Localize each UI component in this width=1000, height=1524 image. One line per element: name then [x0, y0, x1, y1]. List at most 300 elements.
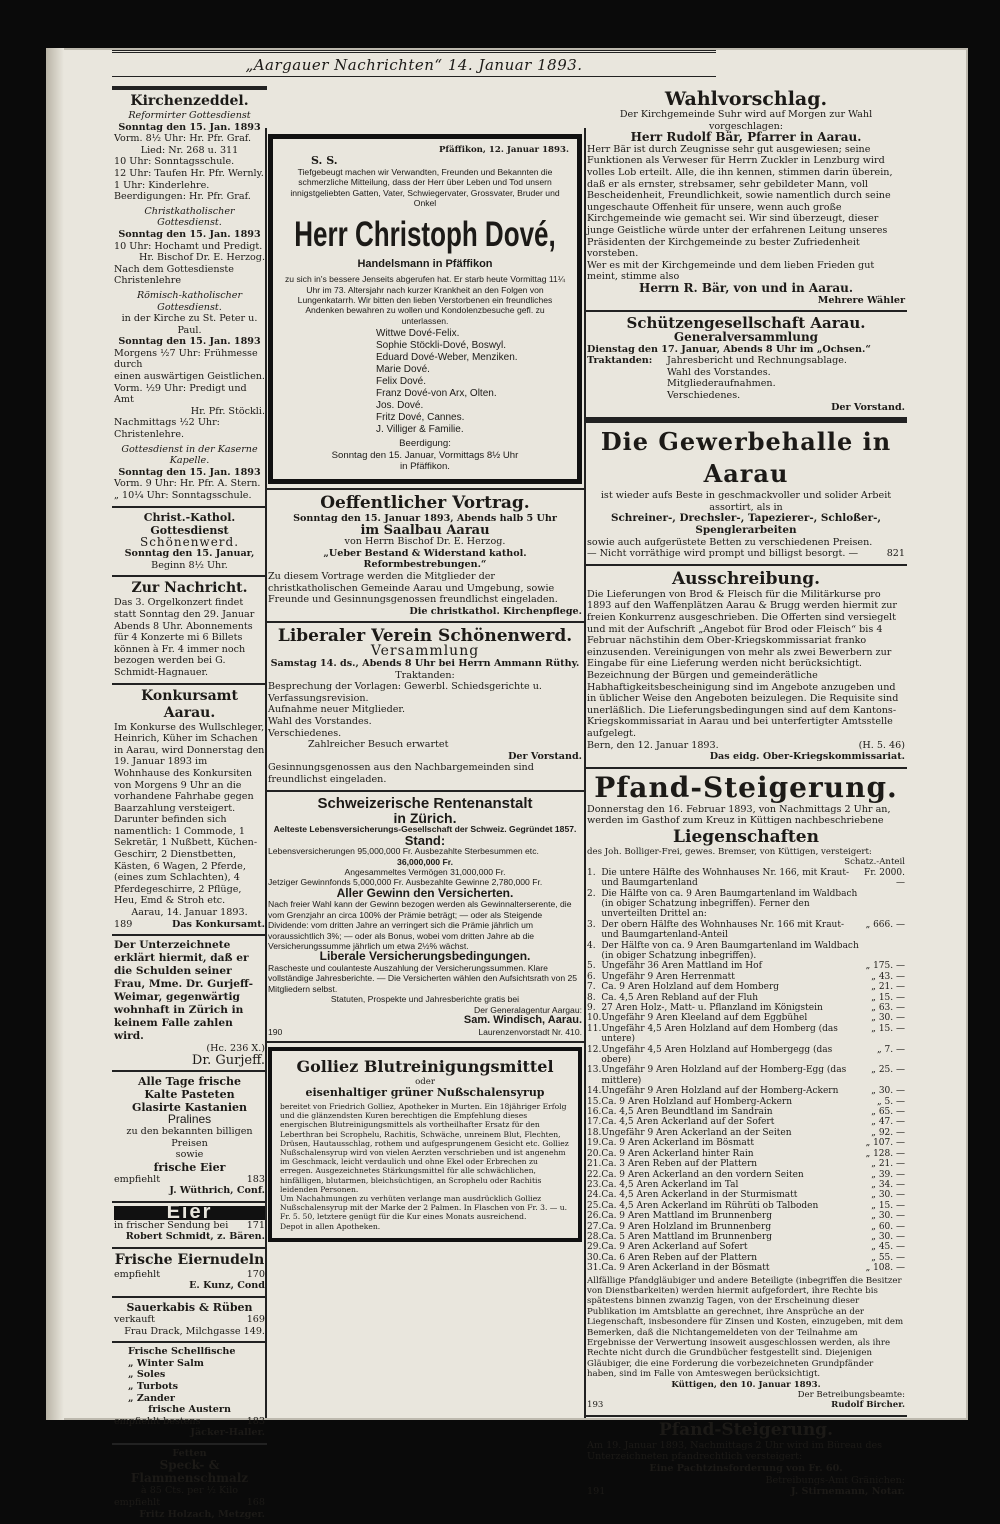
ausschr-ref: (H. 5. 46) [858, 739, 905, 751]
property-text: Ca. 9 Aren Ackerland im Bösmatt [601, 1138, 755, 1149]
property-text: Ca. 9 Aren Ackerland an den vordern Seiten [601, 1169, 804, 1180]
property-text: Ca. 9 Aren Holzland auf dem Homberg [601, 982, 780, 993]
line: frische Eier [153, 1160, 226, 1174]
beerdigung-label: Beerdigung: [399, 438, 451, 450]
property-row [587, 1190, 905, 1200]
property-text: Ungefähr 9 Aren Herrenmatt [601, 971, 735, 982]
property-number: 23. [587, 1179, 602, 1190]
fisch-ad [112, 1343, 267, 1445]
nachricht-title: Zur Nachricht. [131, 580, 248, 597]
christkathol-title: Christ.-Kathol. Gottesdienst [143, 510, 236, 537]
property-text: Ca. 9 Aren Holzland auf Homberg-Ackern [601, 1096, 792, 1107]
property-text: Ungefähr 9 Aren Ackerland an der Seiten [601, 1127, 792, 1138]
pfand-title: Pfand-Steigerung. [594, 770, 898, 804]
ad-number: 191 [587, 1486, 606, 1498]
ad-number: 168 [246, 1497, 265, 1509]
pasteten-ad [112, 1072, 267, 1203]
property-number: 29. [587, 1242, 602, 1253]
fisch-item: „ Winter Salm [128, 1357, 204, 1369]
property-number: 8. [587, 992, 596, 1003]
property-row [587, 1170, 905, 1180]
property-text: Ungefähr 9 Aren Kleeland auf dem Eggbühel [601, 1013, 808, 1024]
property-number: 24. [587, 1190, 602, 1201]
ad-number: 821 [886, 548, 905, 560]
pfand-sub: Liegenschaften [673, 826, 819, 847]
empf: empfiehlt [114, 1173, 161, 1185]
ad-number: 170 [246, 1268, 265, 1280]
property-row [587, 1138, 905, 1148]
ausschr-text: Die Lieferungen von Brod & Fleisch für die Militärkurse pro 1893 auf den Waffenplätzen Aarau & Brugg werden hiermit zur freien Konkurrenz ausgeschrieben. Die Offerten sind versiegelt und mit der Aufschrift „Angebot für Brod oder Fleisch“ bis 4 Februar nächstihin dem Ober-Kriegskommissariat franko einzusenden. Vereinigungen von mehr als zwei Bewerbern zur Eingabe für eine Lieferung werden nicht berücksichtigt. Bezeichnung der Bürgen und gemeinderätliche Habhaftigkeitsbescheinigung sind im Angebote anzugeben und in üblicher Weise den Angeboten beizulegen. Die Requisite sind unerläßlich. Die Lieferungsbedingungen sind auf dem Kantons-Kriegskommissariat in Aarau und bei unterfertigter Amtsstelle aufgelegt. [587, 588, 899, 739]
death-notice-ss: S. S. [311, 154, 338, 168]
wahl-l1: Der Kirchgemeinde Suhr wird auf Morgen zur Wahl vorgeschlagen: [619, 109, 873, 132]
gurjeff-text: Der Unterzeichnete erklärt hiermit, daß er die Schulden seiner Frau, Mme. Dr. Gurjeff-Weimar, gegenwärtig wohnhaft in Zürich in keinem Falle zahlen wird. [114, 939, 254, 1043]
ad-number: 169 [246, 1313, 265, 1325]
property-number: 6. [587, 971, 596, 982]
property-row [587, 1211, 905, 1221]
wahl-vote: Herrn R. Bär, von und in Aarau. [638, 280, 853, 295]
property-number: 21. [587, 1159, 602, 1170]
property-text: Ungefähr 9 Aren Holzland auf der Homberg-Ackern [601, 1086, 839, 1097]
property-row [587, 1222, 905, 1232]
property-number: 22. [587, 1169, 602, 1180]
line: Hr. Pfr. Stöckli. [190, 405, 265, 417]
line: zu den bekannten billigen Preisen [126, 1126, 253, 1149]
line: 1 Uhr: Kinderlehre. [114, 179, 210, 191]
kirchenzeddel-ad [112, 86, 267, 508]
renten-l1b: 36,000,000 Fr. [397, 856, 453, 867]
liberal-trakt: Traktanden: [395, 669, 455, 681]
property-value: „ 65. — [871, 1107, 905, 1118]
schuetzen-item: Verschiedenes. [667, 390, 741, 402]
property-number: 31. [587, 1263, 602, 1274]
schuetzen-ad [585, 312, 907, 419]
sauer-title: Sauerkabis & Rüben [126, 1300, 253, 1314]
ausschr-place: Bern, den 12. Januar 1893. [587, 739, 719, 751]
property-number: 1. [587, 867, 596, 878]
property-value: „ 45. — [871, 1242, 905, 1253]
wahlvorschlag-ad [585, 86, 907, 312]
line: einen auswärtigen Geistlichen. [114, 371, 265, 383]
liberal-sign: Der Vorstand. [508, 750, 582, 762]
property-number: 19. [587, 1138, 602, 1149]
property-value: Fr. 2000. — [863, 867, 905, 889]
eier-title: Eier [114, 1206, 265, 1220]
liberal-item: Aufnahme neuer Mitglieder. [268, 704, 406, 716]
schuetzen-trakt: Traktanden: [587, 355, 653, 367]
empf: empfiehlt bestens [114, 1415, 201, 1427]
property-text: Ungefähr 4,5 Aren Holzland auf Hombergegg (das obere) [601, 1044, 833, 1066]
property-number: 14. [587, 1086, 602, 1097]
line: Vorm. 8½ Uhr: Hr. Pfr. Graf. [114, 133, 252, 145]
ausschr-sign: Das eidg. Ober-Kriegskommissariat. [709, 751, 905, 763]
liberal-title: Liberaler Verein Schönenwerd. [277, 626, 573, 647]
property-text: Ca. 4,5 Aren Ackerland im Rührüti ob Talboden [601, 1200, 819, 1211]
renten-lib: Liberale Versicherungsbedingungen. [319, 949, 531, 964]
pfand-owner: des Joh. Bolliger-Frei, gewes. Bremser, von Küttigen, versteigert: [587, 846, 872, 857]
renten-agent-head: Der Generalagentur Aargau: [474, 1004, 582, 1015]
speck-price: à 85 Cts. per ½ Kilo [140, 1485, 239, 1497]
gewerbehalle-ad [585, 419, 907, 566]
property-number: 11. [587, 1023, 602, 1034]
property-number: 4. [587, 940, 596, 951]
liberal-foot: Gesinnungsgenossen aus den Nachbargemeinden sind freundlichst eingeladen. [268, 762, 534, 785]
property-number: 10. [587, 1013, 602, 1024]
property-value: „ 47. — [871, 1117, 905, 1128]
renten-l1: Lebensversicherungen 95,000,000 Fr. Ausbezahlte Sterbesummen etc. [268, 846, 539, 857]
property-text: Die untere Hälfte des Wohnhauses Nr. 166, mit Kraut- und Baumgartenland [601, 867, 850, 889]
vortrag-text: Zu diesem Vortrage werden die Mitglieder der christkatholischen Gemeinde Aarau und Umgebung, sowie Freunde und Gesinnungsgenossen freundlichst eingeladen. [268, 571, 558, 606]
schuetzen-title: Schützengesellschaft Aarau. [626, 314, 866, 333]
vortrag-sign: Die christkathol. Kirchenpflege. [409, 605, 582, 617]
property-value: „ 55. — [871, 1252, 905, 1263]
property-number: 2. [587, 888, 596, 899]
golliez-ad [268, 1047, 582, 1242]
nachricht-text: Das 3. Orgelkonzert findet statt Sonntag den 29. Januar Abends 8 Uhr. Abonnements für 4 Konzerte mi 6 Billets können à Fr. 4 immer noch bezogen werden bei G. Schmidt-Hagnauer. [114, 597, 255, 678]
beerdigung-when: Sonntag den 15. Januar, Vormittags 8½ Uhr [331, 449, 519, 461]
pfand-col-header: Schatz.-Anteil [844, 857, 905, 868]
ausschr-title: Ausschreibung. [671, 568, 821, 589]
property-text: Ca. 4,5 Aren Beundtland im Sandrain [601, 1107, 773, 1118]
eier-line: in frischer Sendung bei [114, 1219, 229, 1231]
renten-text1: Nach freier Wahl kann der Gewinn bezogen werden als Gewinnalterserente, die vom Grenzjahr an circa 100% der Prämie beträgt; — oder als Steigende Dividende: vom dritten Jahre an verringert sich die Prämie jährlich um voraussichtlich 3%; — oder als Bonus, wobei vom dritten Jahre ab die Versicherungssumme jährlich um etwa 2½% wächst. [268, 899, 572, 951]
property-text: Ca. 9 Aren Ackerland auf Sofert [601, 1242, 748, 1253]
nudeln-sign: E. Kunz, Cond [189, 1280, 265, 1292]
property-value: „ 175. — [865, 961, 905, 972]
vortrag-place: im Saalbau Aarau [360, 522, 490, 538]
liberal-item: Wahl des Vorstandes. [268, 715, 372, 727]
liegenschaften-table [587, 868, 905, 1274]
property-number: 27. [587, 1221, 602, 1232]
renten-stand: Stand: [404, 832, 446, 848]
property-row [587, 1065, 905, 1086]
schuetzen-item: Mitgliederaufnahmen. [667, 378, 776, 390]
sauerkabis-ad [112, 1298, 267, 1343]
property-value: „ 34. — [871, 1179, 905, 1190]
property-row [587, 961, 905, 971]
property-row [587, 1149, 905, 1159]
property-row [587, 972, 905, 982]
pfand2-text: Am 19. Januar 1893, Nachmittags 2 Uhr wird im Büreau des Unterzeichneten pfandrechtlich versteigert: [587, 1439, 883, 1463]
liberal-date: Samstag 14. ds., Abends 8 Uhr bei Herrn Ammann Rüthy. [270, 657, 580, 669]
renten-addr: Laurenzenvorstadt Nr. 410. [478, 1026, 582, 1037]
liberal-item: Besprechung der Vorlagen: Gewerbl. Schiedsgerichte u. Verfassungsrevision. [268, 681, 542, 704]
property-value: „ 21. — [871, 1159, 905, 1170]
wahl-name: Herr Rudolf Bär, Pfarrer in Aarau. [630, 130, 862, 145]
death-notice [268, 134, 582, 484]
line: „ 10¼ Uhr: Sonntagsschule. [114, 490, 252, 501]
property-value: „ 15. — [871, 992, 905, 1003]
renten-gewinn: Aller Gewinn den Versicherten. [336, 885, 514, 900]
konkurs-ad [112, 685, 267, 937]
verk: verkauft [114, 1313, 155, 1325]
line: Kalte Pasteten [144, 1088, 235, 1102]
christkathol-place: Schönenwerd. [139, 534, 240, 549]
kirchenzeddel-title: Kirchenzeddel. [130, 93, 249, 109]
property-value [861, 889, 905, 920]
property-number: 5. [587, 961, 596, 972]
line: Glasirte Kastanien [131, 1101, 248, 1115]
property-value: „ 666. — [865, 919, 905, 930]
fisch-item: „ Zander [128, 1392, 175, 1404]
gurjeff-sign: Dr. Gurjeff. [191, 1052, 265, 1068]
renten-l3: Jetziger Gewinnfonds 5,000,000 Fr. Ausbezahlte Gewinne 2,780,000 Fr. [268, 877, 543, 888]
property-value: „ 5. — [877, 1096, 905, 1107]
masthead: „Aargauer Nachrichten“ 14. Januar 1893. [112, 50, 716, 77]
mourner: Marie Dové. [376, 364, 430, 376]
nachricht-ad [112, 577, 267, 684]
property-text: Der obern Hälfte des Wohnhauses Nr. 166 mit Kraut- und Baumgartenland-Anteil [601, 919, 845, 941]
ad-number: 183 [246, 1415, 265, 1427]
speck-head: Fetten [172, 1447, 207, 1459]
golliez-oder: oder [415, 1076, 435, 1087]
property-row [587, 1159, 905, 1169]
vortrag-date: Sonntag den 15. Januar 1893, Abends halb 5 Uhr [293, 513, 557, 525]
vortrag-ad [266, 488, 584, 623]
line: sowie [175, 1149, 204, 1161]
property-number: 30. [587, 1252, 602, 1263]
property-text: Der Hälfte von ca. 9 Aren Baumgartenland im Waldbach (in obiger Schatzung inbegriffen). [601, 940, 859, 961]
property-row [587, 1128, 905, 1138]
wahl-text2: Wer es mit der Kirchgemeinde und dem lieben Frieden gut meint, stimme also [587, 259, 875, 283]
property-number: 16. [587, 1107, 602, 1118]
konkurs-title: Konkursamt Aarau. [141, 687, 238, 721]
renten-stat: Statuten, Prospekte und Jahresberichte gratis bei [330, 994, 520, 1005]
property-row [587, 1024, 905, 1045]
konkurs-text: Im Konkurse des Wullschleger, Heinrich, Küher im Schachen in Aarau, wird Donnerstag den 19. Januar 1893 im Wohnhause des Konkursiten von Morgens 9 Uhr an die vorhandene Fahrhabe gegen Baarzahlung versteigert. Darunter befinden sich namentlich: 1 Commode, 1 Sekretär, 1 Nußbett, Küchen-Geschirr, 2 Dienstbetten, Kästen, 6 Wagen, 2 Pferde, (eines zum Schlachten), 4 Pferdegeschirre, 2 Pflüge, Heu, Emd & Stroh etc. [114, 721, 265, 907]
property-value [861, 941, 905, 962]
property-number: 18. [587, 1127, 602, 1138]
property-number: 20. [587, 1148, 602, 1159]
speck-ad [112, 1445, 267, 1524]
ad-number: 171 [246, 1219, 265, 1231]
line: Hr. Bischof Dr. E. Herzog. [138, 252, 265, 264]
section-date: Sonntag den 15. Jan. 1893 [118, 336, 261, 348]
property-number: 28. [587, 1231, 602, 1242]
line: Pralines [167, 1112, 212, 1127]
property-value: „ 107. — [865, 1138, 905, 1149]
pfandsteigerung2-ad [585, 1417, 907, 1502]
wahl-text: Herr Bär ist durch Zeugnisse sehr gut ausgewiesen; seine Funktionen als Verweser für Herrn Zuckler in Lenzburg wird volles Lob erteilt. Alle, die ihn kennen, stimmen darin überein, daß er als ernster, strebsamer, sehr gebildeter Mann, voll Bescheidenheit, Freundlichkeit, sowie namentlich durch seine ungeschaute Offenheit für unsere, wenn auch große Kirchgemeinde wie gemacht sei. Wir sind überzeugt, dieser junge Geistliche würde unter der erfahrenen Leitung unseres Präsidenten der Kirchgemeinde zu bester Zufriedenheit vorsteben. [587, 143, 893, 260]
line: Vorm. ½9 Uhr: Predigt und Amt [114, 382, 247, 406]
golliez-title: Golliez Blutreinigungsmittel [296, 1056, 554, 1076]
pfand2-sign: J. Stirnemann, Notar. [791, 1486, 905, 1498]
property-value: „ 21. — [871, 982, 905, 993]
property-text: Ca. 9 Aren Holzland im Brunnenberg [601, 1221, 772, 1232]
pasteten-sign: J. Wüthrich, Conf. [169, 1185, 265, 1197]
property-number: 25. [587, 1200, 602, 1211]
property-value: „ 39. — [871, 1169, 905, 1180]
property-value: „ 7. — [877, 1044, 905, 1055]
line: 10 Uhr: Hochamt und Predigt. [114, 240, 263, 252]
property-value: „ 60. — [871, 1221, 905, 1232]
gurjeff-ad [112, 936, 267, 1072]
property-number: 26. [587, 1211, 602, 1222]
beerdigung-where: in Pfäffikon. [400, 461, 450, 473]
property-row [587, 1086, 905, 1096]
renten-sub: Aelteste Lebensversicherungs-Gesellschaft der Schweiz. Gegründet 1857. [273, 824, 577, 835]
property-text: Ca. 4,5 Aren Ackerland im Tal [601, 1179, 739, 1190]
property-value: „ 43. — [871, 971, 905, 982]
property-row [587, 1232, 905, 1242]
column-right [585, 86, 907, 1502]
death-notice-body: zu sich in's bessere Jenseits abgerufen hat. Er starb heute Vormittag 11¼ Uhr im 73. Altersjahr nach kurzer Krankheit an den Folgen von Lungenkatarrh. Wir bitten den lieben Verstorbenen ein freundliches Andenken bewahren zu wollen und Kondolenzbesuche gefl. zu unterlassen. [285, 274, 565, 326]
property-row [587, 993, 905, 1003]
eier-ad [112, 1200, 267, 1249]
sauer-sign: Frau Drack, Milchgasse 149. [124, 1325, 265, 1337]
property-text: Ungefähr 9 Aren Holzland auf der Homberg-Egg (das mittlere) [601, 1065, 847, 1086]
schuetzen-sign: Der Vorstand. [831, 401, 905, 413]
renten-l2: Angesammeltes Vermögen 31,000,000 Fr. [344, 866, 506, 877]
line: in der Kirche zu St. Peter u. Paul. [121, 313, 258, 336]
property-row [587, 1253, 905, 1263]
nudeln-title: Frische Eiernudeln [114, 1251, 265, 1268]
mourner: Sophie Stöckli-Dové, Boswyl. [376, 340, 507, 352]
pfand2-place: Betreibungs-Amt Gränichen: [765, 1474, 905, 1486]
column-left [112, 86, 267, 1524]
property-row [587, 1180, 905, 1190]
section-head: Gottesdienst in der Kaserne Kapelle. [121, 443, 258, 467]
renten-title: Schweizerische Rentenanstalt [317, 794, 533, 812]
gewerbe-l2: sowie auch aufgerüstete Betten zu verschiedenen Preisen. [587, 536, 873, 548]
property-row [587, 1201, 905, 1211]
empf: empfiehlt [114, 1268, 161, 1280]
christkathol-ad [112, 508, 267, 578]
property-text: Ca. 9 Aren Mattland im Brunnenberg [601, 1211, 773, 1222]
property-number: 17. [587, 1117, 602, 1128]
golliez-sub: eisenhaltiger grüner Nußschalensyrup [305, 1086, 545, 1100]
property-value: „ 30. — [871, 1211, 905, 1222]
property-row [587, 868, 905, 889]
line: Morgens ½7 Uhr: Frühmesse durch [114, 347, 258, 371]
column-middle [266, 86, 584, 1246]
property-text: Die Hälfte von ca. 9 Aren Baumgartenland im Waldbach (in obiger Schatzung inbegriffen). Ferner den unverteilten Drittel an: [601, 888, 858, 920]
line: Vorm. 9 Uhr: Hr. Pfr. A. Stern. [114, 478, 261, 490]
ad-number: 189 [114, 918, 133, 930]
property-text: Ca. 5 Aren Mattland im Brunnenberg [601, 1231, 773, 1242]
golliez-warn: Um Nachahmungen zu verhüten verlange man ausdrücklich Golliez Nußschalensyrup mit der Marke der 2 Palmen. In Flaschen von Fr. 3. — u. Fr. 5. 50, letztere genügt für die Kur eines Monats ausreichend. [280, 1194, 568, 1222]
mourner: Eduard Dové-Weber, Menziken. [376, 352, 518, 364]
christkathol-time: Beginn 8½ Uhr. [151, 559, 228, 571]
property-text: Ungefähr 4,5 Aren Holzland auf dem Homberg (das untere) [601, 1023, 838, 1045]
property-text: Ca. 4,5 Aren Ackerland auf der Sofert [601, 1117, 775, 1128]
line: Nachmittags ½2 Uhr: Christenlehre. [114, 417, 220, 441]
ad-number: 183 [246, 1173, 265, 1185]
property-value: „ 30. — [871, 1013, 905, 1024]
death-notice-intro: Tiefgebeugt machen wir Verwandten, Freunden und Bekannten die schmerzliche Mitteilung, dass der Herr über Leben und Tod unsern innigstgeliebten Gatten, Vater, Schwiegervater, Grossvater, Bruder und Onkel [290, 167, 560, 209]
christkathol-date: Sonntag den 15. Januar, [124, 548, 255, 560]
schuetzen-date: Dienstag den 17. Januar, Abends 8 Uhr im „Ochsen.“ [587, 343, 871, 355]
line: 10 Uhr: Sonntagsschule. [114, 156, 235, 168]
rentenanstalt-ad [266, 792, 584, 1043]
line: 12 Uhr: Taufen Hr. Pfr. Wernly. [114, 167, 264, 179]
vortrag-von: von Herrn Bischof Dr. E. Herzog. [344, 536, 506, 548]
speck-title: Speck- & Flammenschmalz [130, 1458, 249, 1486]
pfand-sign-head: Der Betreibungsbeamte: [797, 1390, 905, 1401]
section-date: Sonntag den 15. Jan. 1893 [118, 121, 261, 133]
property-row [587, 941, 905, 962]
line: Nach dem Gottesdienste Christenlehre [114, 263, 234, 287]
property-number: 15. [587, 1096, 602, 1107]
property-row [587, 889, 905, 920]
mourner: Franz Dové-von Arx, Olten. [376, 388, 497, 400]
fisch-item: „ Soles [128, 1369, 166, 1381]
ad-number: 190 [268, 1026, 283, 1037]
line: Beerdigungen: Hr. Pfr. Graf. [114, 191, 251, 203]
schuetzen-sub: Generalversammlung [673, 330, 819, 345]
property-row [587, 1003, 905, 1013]
property-number: 9. [587, 1003, 596, 1013]
property-value: „ 15. — [871, 1023, 905, 1034]
property-row [587, 1117, 905, 1127]
fisch-sign: Jäcker-Haller. [190, 1427, 265, 1439]
property-value: „ 30. — [871, 1231, 905, 1242]
golliez-text: bereitet von Friedrich Golliez, Apotheker in Murten. Ein 18jähriger Erfolg und die glänzendsten Kuren berechtigen die Empfehlung dieses energischen Blutreinigungsmittels als vortheilhafter Ersatz für den Leberthran bei Scrophelu, Rachitis, Schwäche, unreinem Blut, Flechten, Drüsen, Hautausschlag, rothem und aufgesprungenem Gesicht etc. Golliez Nußschalensyrup wird von vielen Aerzten verschrieben und ist angenehm im Geschmack, leicht verdaulich und ohne Ekel oder Erbrechen zu erregen. Ausgezeichnetes Stärkungsmittel für alle schwächlichen, hinfälligen, blutarmen, bleichsüchtigen, an Scrophelu oder Rachitis leidenden Personen. [280, 1101, 569, 1194]
property-row [587, 1263, 905, 1273]
renten-agent: Sam. Windisch, Aarau. [463, 1013, 582, 1026]
konkurs-date: Aarau, 14. Januar 1893. [131, 907, 248, 919]
schuetzen-item: Jahresbericht und Rechnungsablage. [667, 355, 847, 367]
pfand-place: Küttigen, den 10. Januar 1893. [671, 1379, 821, 1390]
property-row [587, 1107, 905, 1117]
mourner-list [376, 328, 569, 436]
eier-sign: Robert Schmidt, z. Bären. [125, 1231, 265, 1243]
pfand-date: Donnerstag den 16. Februar 1893, von Nachmittags 2 Uhr an, werden im Gasthof zum Kreuz in Küttigen nachbeschriebene [587, 803, 891, 827]
gewerbe-title: Die Gewerbehalle in Aarau [600, 427, 892, 489]
pfand2-title: Pfand-Steigerung. [658, 1419, 833, 1440]
mourner: Fritz Dové, Cannes. [376, 412, 465, 424]
death-notice-place: Pfäffikon, 12. Januar 1893. [438, 145, 569, 155]
property-number: 13. [587, 1065, 602, 1076]
fisch-head: Frische Schellfische [128, 1346, 236, 1358]
property-value: „ 63. — [871, 1003, 905, 1013]
line: Alle Tage frische [137, 1075, 242, 1089]
property-value: „ 92. — [871, 1127, 905, 1138]
gewerbe-l1: ist wieder aufs Beste in geschmackvoller und solider Arbeit assortirt, als in [600, 490, 892, 513]
property-row [587, 1242, 905, 1252]
section-date: Sonntag den 15. Jan. 1893 [118, 466, 261, 478]
deceased-name: Herr Christoph Dové, [294, 213, 556, 254]
pfand-text: Allfällige Pfandgläubiger und andere Beteiligte (inbegriffen die Besitzer von Dienstbarkeiten) werden hiermit aufgefordert, ihre Rechte bis spätestens binnen zwanzig Tagen, von der Erscheinung dieser Publikation im Amtsblatte an gerechnet, ihre Ansprüche an der Liegenschaft, insbesondere für Zinsen und Kosten, einzugeben, mit dem Bemerken, daß die Nichtangemeldeten von der Teilnahme am Ergebnisse der Verwertung insoweit ausgeschlossen werden, als ihre Rechte nicht durch die Grundbücher festgestellt sind. Diejenigen Gläubiger, die eine Forderung die vorbezeichneten Grundpfänder haben, sind im Falle von Amteswegen berücksichtigt. [587, 1275, 904, 1380]
property-number: 3. [587, 919, 596, 930]
wahl-sign: Mehrere Wähler [817, 294, 905, 306]
nudeln-ad [112, 1249, 267, 1298]
ausschreibung-ad [585, 566, 907, 769]
property-text: Ca. 9 Aren Ackerland hinter Rain [601, 1148, 754, 1159]
gurjeff-ref: (Hc. 236 X.) [206, 1043, 265, 1055]
property-row [587, 982, 905, 992]
property-text: Ca. 4,5 Aren Rebland auf der Fluh [601, 992, 759, 1003]
konkurs-sign: Das Konkursamt. [172, 918, 265, 930]
empf: empfiehlt [114, 1497, 161, 1509]
property-text: Ca. 6 Aren Reben auf der Plattern [601, 1252, 758, 1263]
section-head: Reformirter Gottesdienst [128, 110, 251, 121]
liberal-ad [266, 623, 584, 791]
property-value: „ 25. — [871, 1065, 905, 1076]
pfandsteigerung-ad [585, 769, 907, 1417]
fisch-item: „ Turbots [128, 1380, 179, 1392]
property-value: „ 30. — [871, 1190, 905, 1201]
property-text: Ca. 4,5 Aren Ackerland in der Sturmismatt [601, 1190, 798, 1201]
property-row [587, 1045, 905, 1066]
section-date: Sonntag den 15. Jan. 1893 [118, 228, 261, 240]
golliez-depot: Depot in allen Apotheken. [280, 1221, 381, 1231]
schuetzen-trakt-block [587, 355, 905, 401]
vortrag-title: Oeffentlicher Vortrag. [320, 493, 530, 514]
schuetzen-item: Wahl des Vorstandes. [667, 366, 771, 378]
property-value: „ 128. — [865, 1148, 905, 1159]
renten-text2: Rascheste und coulanteste Auszahlung der Versicherungssummen. Klare vollständige Jahresberichte. — Die Versicherten wählen den Aufsichtsrath von 25 Mitgliedern selbst. [268, 962, 578, 994]
line: Lied: Nr. 268 u. 311 [140, 144, 239, 156]
